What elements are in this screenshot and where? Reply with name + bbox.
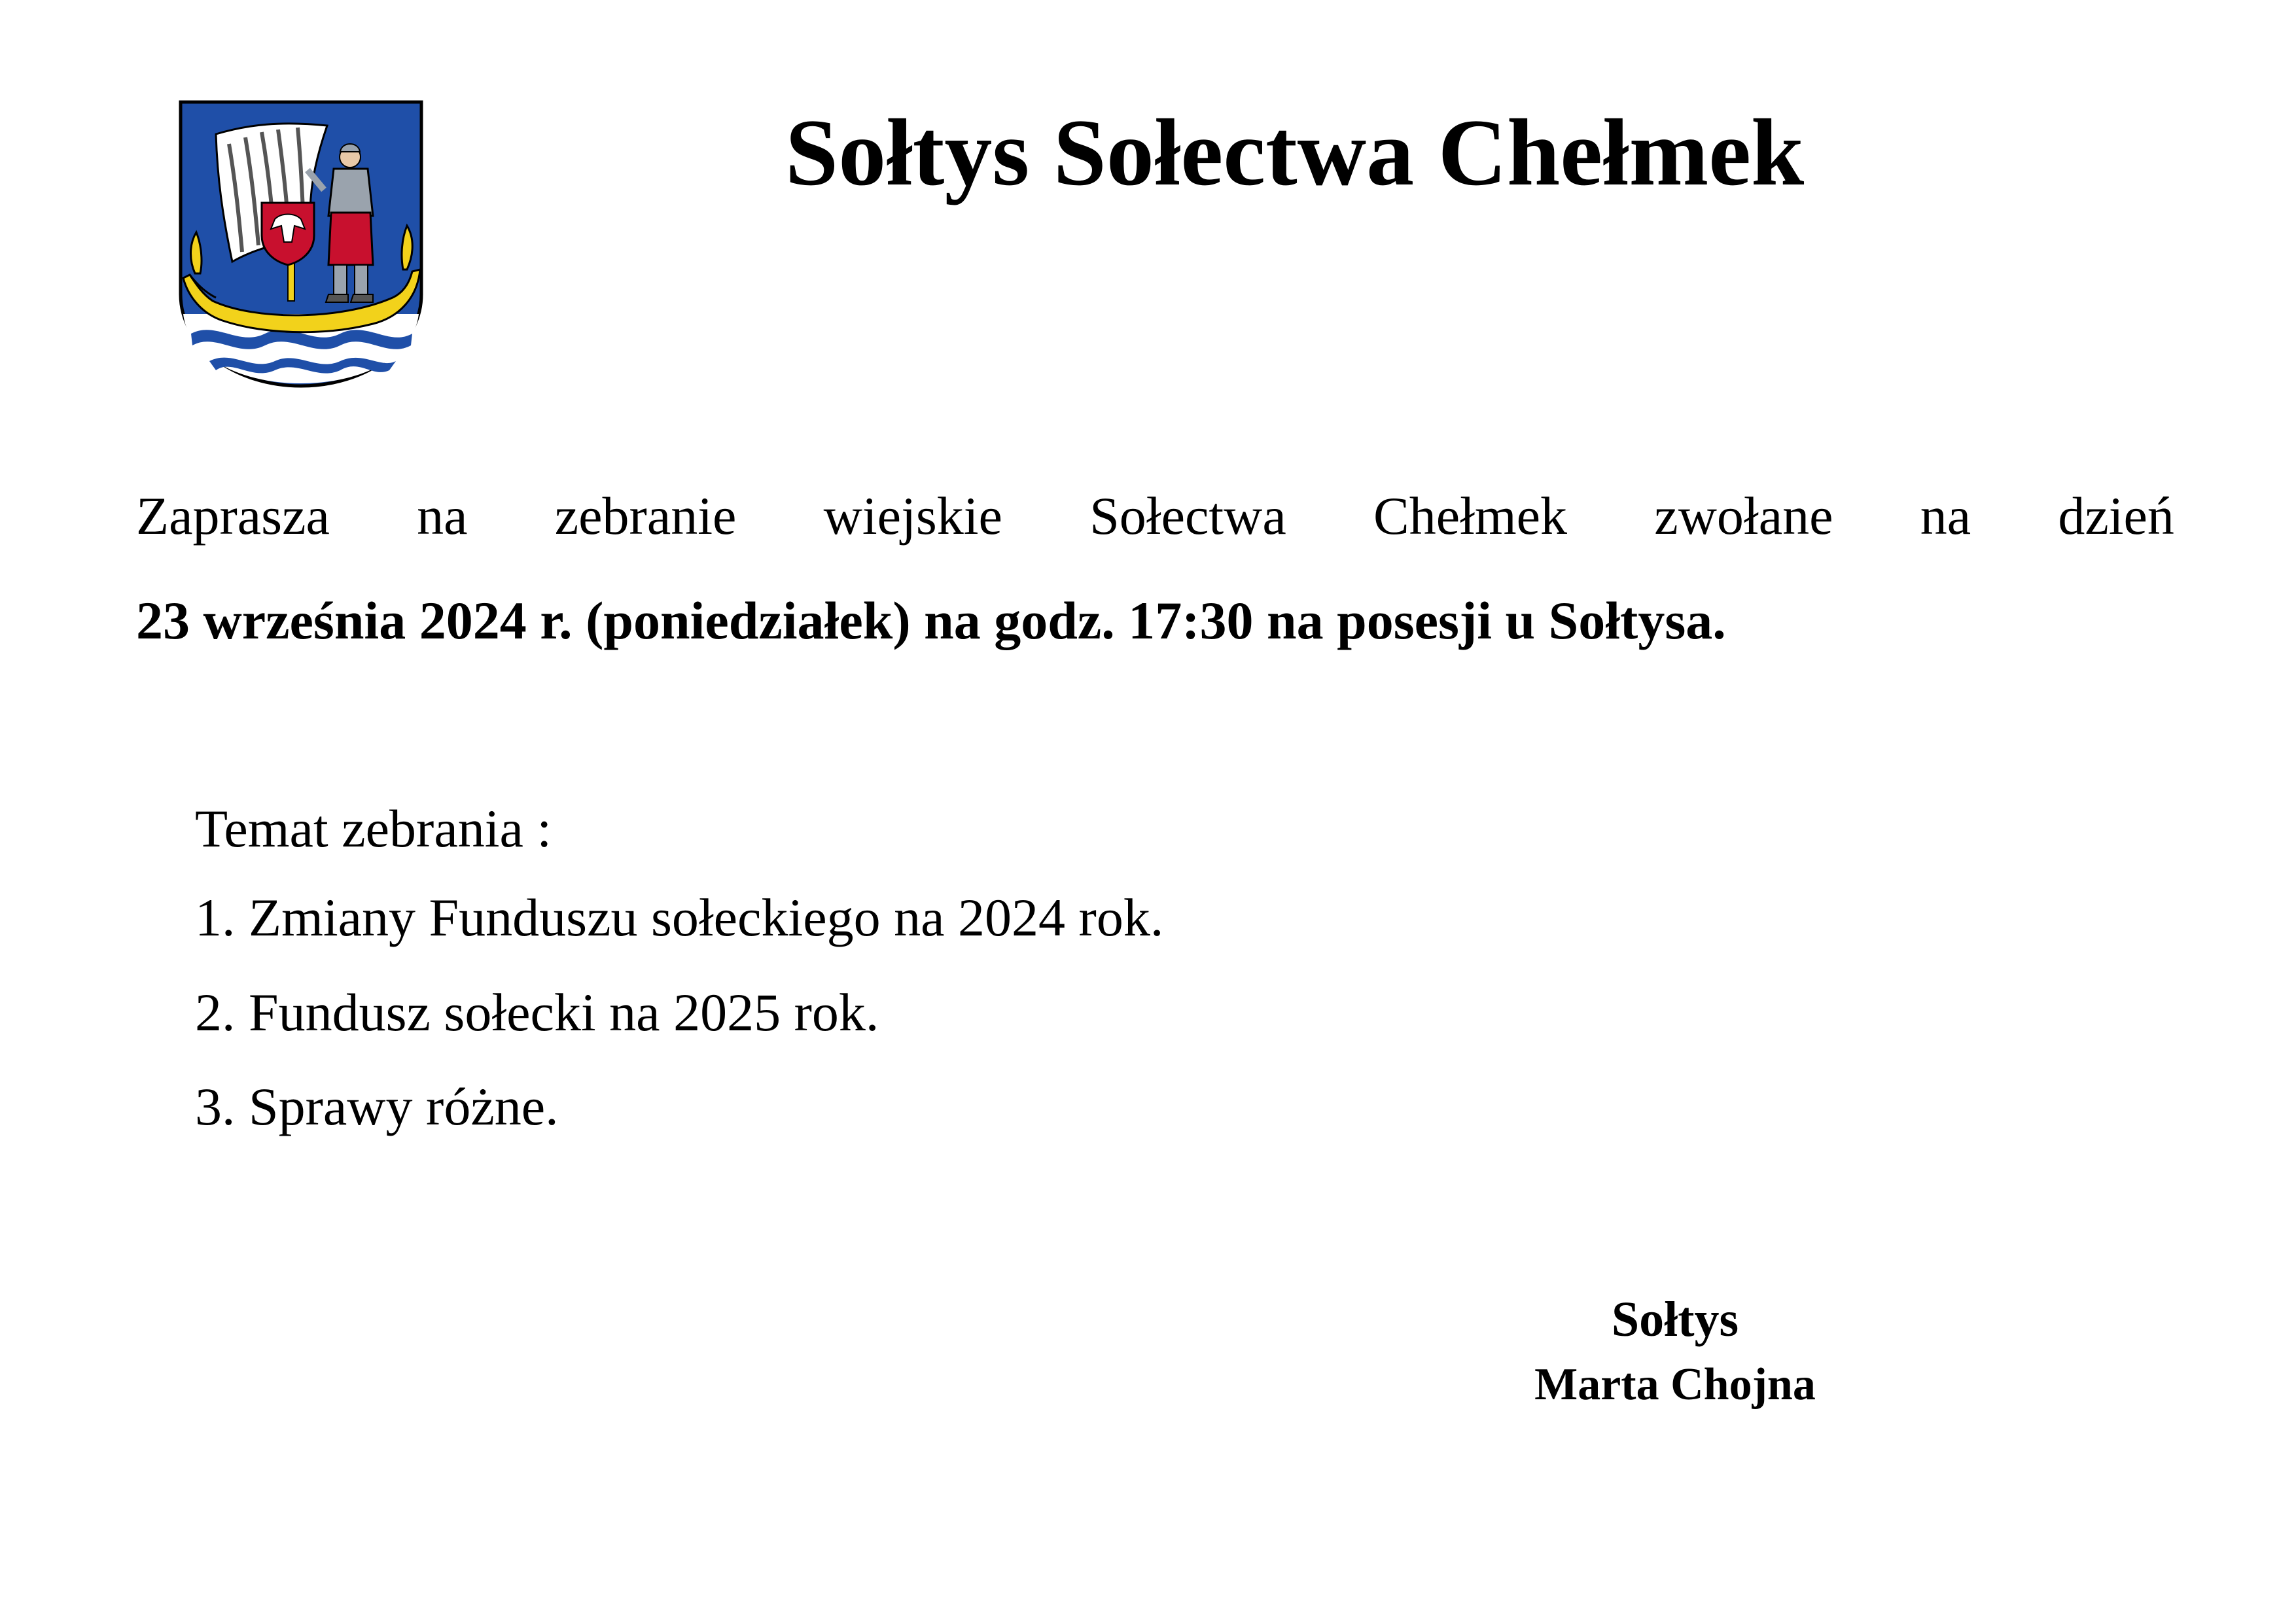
meeting-date-line: 23 września 2024 r. (poniedziałek) na godz. 17:30 na posesji u Sołtysa.	[136, 591, 1726, 651]
agenda-section	[195, 797, 1163, 1170]
invitation-word: Zaprasza	[136, 486, 330, 546]
invitation-word: zebranie	[554, 486, 737, 546]
agenda-item: 2. Fundusz sołecki na 2025 rok.	[195, 982, 879, 1042]
invitation-word: Chełmek	[1373, 486, 1568, 546]
invitation-word: na	[1920, 486, 1971, 546]
agenda-heading: Temat zebrania :	[195, 799, 552, 858]
page-title: Sołtys Sołectwa Chełmek	[785, 99, 1805, 205]
invitation-paragraph	[136, 484, 2174, 654]
signature-role: Sołtys	[1611, 1292, 1739, 1347]
invitation-line-1	[136, 484, 2174, 548]
invitation-word: dzień	[2058, 486, 2174, 546]
invitation-word: Sołectwa	[1089, 486, 1286, 546]
invitation-word: na	[417, 486, 468, 546]
signature-name: Marta Chojna	[1534, 1359, 1816, 1410]
coat-of-arms-icon	[177, 98, 425, 389]
invitation-word: wiejskie	[823, 486, 1002, 546]
agenda-item: 1. Zmiany Funduszu sołeckiego na 2024 rok.	[195, 888, 1164, 948]
agenda-item: 3. Sprawy różne.	[195, 1077, 559, 1137]
invitation-word: zwołane	[1654, 486, 1833, 546]
signature-block	[1472, 1290, 1878, 1412]
